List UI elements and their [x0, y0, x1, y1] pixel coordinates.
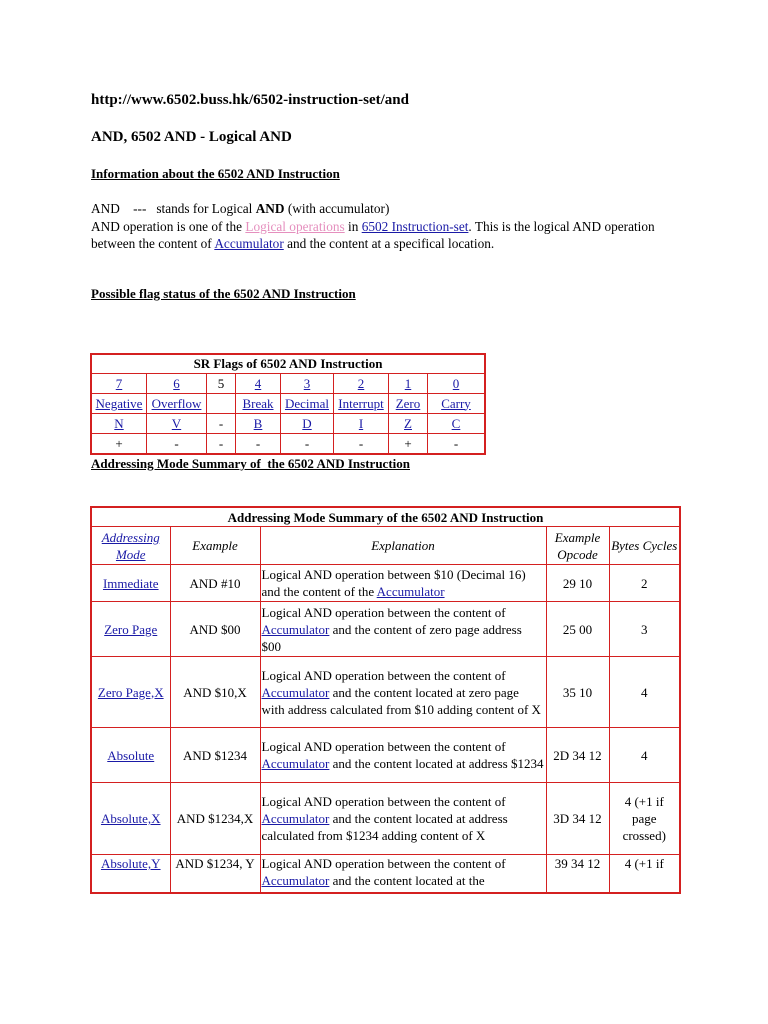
example-cell: AND $1234,X: [170, 783, 260, 855]
intro-text-4: and the content at a specifical location.: [283, 236, 495, 251]
flag-bit-cell[interactable]: [428, 374, 486, 394]
mode-cell[interactable]: [91, 728, 170, 783]
flag-bit-7-link[interactable]: 7: [115, 375, 123, 391]
explanation-cell: [260, 602, 546, 657]
intro-line-2: [91, 218, 681, 253]
flags-bits-row: [91, 374, 485, 394]
bytes-cycles-cell: 4: [609, 657, 680, 728]
mode-header-cell[interactable]: [91, 527, 170, 565]
explanation-text: and the content located at the: [329, 873, 485, 888]
explanation-text: Logical AND operation between the content of: [261, 856, 506, 871]
flag-letter-c-link[interactable]: C: [451, 415, 461, 431]
flags-names-row: [91, 394, 485, 414]
mode-cell[interactable]: [91, 855, 170, 893]
intro-paragraph: [91, 200, 681, 253]
flag-bit-1-link[interactable]: 1: [404, 375, 412, 391]
flags-letters-row: [91, 414, 485, 434]
absolute-y-mode-link[interactable]: Absolute,Y: [100, 856, 161, 871]
explanation-text: Logical AND operation between the content of: [261, 667, 506, 683]
explanation-text: and the content of zero page address $00: [261, 621, 522, 654]
explanation-cell: [260, 728, 546, 783]
flag-bit-cell: 5: [207, 374, 236, 394]
intro-line-1: [91, 200, 681, 218]
table-row: [91, 855, 680, 893]
flags-status-row: [91, 434, 485, 455]
explanation-text: Logical AND operation between the content of: [261, 604, 506, 620]
bytes-cycles-cell: 4 (+1 if: [609, 855, 680, 893]
opcode-cell: 3D 34 12: [546, 783, 609, 855]
flag-letter-cell[interactable]: [147, 414, 207, 434]
instruction-set-link[interactable]: 6502 Instruction-set: [361, 218, 469, 234]
flag-letter-cell[interactable]: [91, 414, 147, 434]
opcode-cell: 2D 34 12: [546, 728, 609, 783]
bytes-cycles-cell: 4 (+1 if page crossed): [609, 783, 680, 855]
immediate-mode-link[interactable]: Immediate: [102, 575, 159, 591]
table-row: [91, 602, 680, 657]
explanation-text: Logical AND operation between the content of: [261, 739, 506, 754]
intro-text-1: AND operation is one of the: [91, 218, 246, 234]
sr-flags-table: [90, 353, 486, 455]
zero-flag-link[interactable]: Zero: [395, 395, 421, 411]
flag-letter-b-link[interactable]: B: [253, 415, 263, 431]
bytes-cycles-cell: 2: [609, 565, 680, 602]
accumulator-link[interactable]: Accumulator: [261, 873, 330, 888]
flag-bit-6-link[interactable]: 6: [173, 375, 180, 391]
table-row: [91, 783, 680, 855]
example-cell: AND #10: [170, 565, 260, 602]
flag-bit-cell[interactable]: [389, 374, 428, 394]
flag-name-cell: [207, 394, 236, 414]
flag-letter-n-link[interactable]: N: [114, 415, 124, 431]
explanation-cell: [260, 565, 546, 602]
flag-letter-cell[interactable]: [334, 414, 389, 434]
flag-letter-z-link[interactable]: Z: [404, 415, 412, 431]
zero-page-x-mode-link[interactable]: Zero Page,X: [97, 684, 164, 700]
page-url: http://www.6502.buss.hk/6502-instruction-set/and: [91, 92, 409, 108]
intro-text-2: in: [344, 218, 362, 234]
accumulator-link[interactable]: Accumulator: [261, 621, 330, 637]
example-cell: AND $1234, Y: [170, 855, 260, 893]
modes-header-row: [91, 527, 680, 565]
flags-heading: Possible flag status of the 6502 AND Instruction: [91, 286, 356, 301]
absolute-x-mode-link[interactable]: Absolute,X: [100, 811, 161, 826]
table-row: [91, 565, 680, 602]
flag-name-cell[interactable]: [147, 394, 207, 414]
opcode-cell: 29 10: [546, 565, 609, 602]
bytes-cycles-cell: 3: [609, 602, 680, 657]
explanation-text: and the content located at zero page with address calculated from $10 adding content of X: [261, 684, 541, 717]
page-title: AND, 6502 AND - Logical AND: [91, 129, 292, 145]
flag-bit-0-link[interactable]: 0: [452, 375, 460, 391]
intro-line1-bold: AND: [255, 201, 285, 216]
mode-cell[interactable]: [91, 783, 170, 855]
flag-name-cell[interactable]: [428, 394, 486, 414]
example-header: Example: [170, 527, 260, 565]
info-heading: Information about the 6502 AND Instruction: [91, 166, 340, 181]
intro-text-3: . This is the logical AND operation between the content of: [91, 218, 655, 251]
flag-name-cell[interactable]: [334, 394, 389, 414]
overflow-flag-link[interactable]: Overflow: [151, 395, 202, 411]
explanation-cell: [260, 855, 546, 893]
bytes-cycles-header: Bytes Cycles: [609, 527, 680, 565]
flag-letter-d-link[interactable]: D: [302, 415, 312, 431]
explanation-text: and the content located at address $1234: [329, 756, 544, 771]
explanation-header: Explanation: [260, 527, 546, 565]
flag-letter-cell[interactable]: [428, 414, 486, 434]
opcode-cell: 35 10: [546, 657, 609, 728]
modes-caption-row: [91, 507, 680, 527]
flag-bit-cell[interactable]: [281, 374, 334, 394]
flags-table-caption: SR Flags of 6502 AND Instruction: [91, 354, 485, 374]
flag-bit-cell[interactable]: [334, 374, 389, 394]
flag-bit-cell[interactable]: [236, 374, 281, 394]
negative-flag-link[interactable]: Negative: [95, 395, 143, 411]
opcode-cell: 39 34 12: [546, 855, 609, 893]
opcode-header: Example Opcode: [546, 527, 609, 565]
flag-status-cell: -: [147, 434, 207, 455]
flag-letter-i-link[interactable]: I: [358, 415, 364, 431]
intro-line1-suffix: (with accumulator): [284, 201, 390, 216]
explanation-text: Logical AND operation between $10 (Decimal 16) and the content of the: [261, 567, 526, 599]
opcode-cell: 25 00: [546, 602, 609, 657]
accumulator-link[interactable]: Accumulator: [376, 584, 445, 599]
accumulator-link[interactable]: Accumulator: [214, 236, 284, 251]
absolute-mode-link[interactable]: Absolute: [107, 747, 155, 763]
intro-line1-prefix: AND --- stands for Logical: [91, 201, 256, 216]
flag-bit-cell[interactable]: [147, 374, 207, 394]
decimal-flag-link[interactable]: Decimal: [284, 395, 330, 411]
flag-status-cell: -: [207, 434, 236, 455]
addressing-heading: Addressing Mode Summary of the 6502 AND Instruction: [91, 456, 410, 471]
flag-name-cell[interactable]: [91, 394, 147, 414]
example-cell: AND $1234: [170, 728, 260, 783]
addressing-mode-link[interactable]: Addressing Mode: [101, 529, 160, 562]
flag-name-cell[interactable]: [236, 394, 281, 414]
flag-name-cell[interactable]: [389, 394, 428, 414]
bytes-cycles-cell: 4: [609, 728, 680, 783]
flag-bit-3-link[interactable]: 3: [303, 375, 311, 391]
interrupt-flag-link[interactable]: Interrupt: [338, 395, 384, 411]
table-row: [91, 728, 680, 783]
flag-status-cell: +: [91, 434, 147, 455]
accumulator-link[interactable]: Accumulator: [261, 684, 330, 700]
carry-flag-link[interactable]: Carry: [441, 395, 471, 411]
addressing-mode-table: [90, 506, 681, 894]
flag-letter-cell[interactable]: [389, 414, 428, 434]
accumulator-link[interactable]: Accumulator: [261, 811, 330, 826]
explanation-cell: [260, 657, 546, 728]
flag-bit-cell[interactable]: [91, 374, 147, 394]
explanation-text: Logical AND operation between the content of: [261, 794, 506, 809]
flag-name-cell[interactable]: [281, 394, 334, 414]
flag-status-cell: -: [236, 434, 281, 455]
mode-cell[interactable]: [91, 602, 170, 657]
mode-cell[interactable]: [91, 565, 170, 602]
flag-letter-cell[interactable]: [281, 414, 334, 434]
flag-bit-2-link[interactable]: 2: [357, 375, 365, 391]
flag-status-cell: -: [428, 434, 486, 455]
zero-page-mode-link[interactable]: Zero Page: [104, 621, 158, 637]
flags-caption-row: [91, 354, 485, 374]
mode-cell[interactable]: [91, 657, 170, 728]
flag-status-cell: +: [389, 434, 428, 455]
example-cell: AND $00: [170, 602, 260, 657]
flag-status-cell: -: [281, 434, 334, 455]
break-flag-link[interactable]: Break: [242, 395, 274, 411]
flag-bit-4-link[interactable]: 4: [254, 375, 262, 391]
flag-letter-cell: -: [207, 414, 236, 434]
explanation-cell: [260, 783, 546, 855]
explanation-text: and the content located at address calculated from $1234 adding content of X: [261, 811, 508, 843]
flag-letter-cell[interactable]: [236, 414, 281, 434]
modes-table-caption: Addressing Mode Summary of the 6502 AND Instruction: [91, 507, 680, 527]
accumulator-link[interactable]: Accumulator: [261, 756, 330, 771]
example-cell: AND $10,X: [170, 657, 260, 728]
flag-letter-v-link[interactable]: V: [171, 415, 182, 431]
logical-operations-link[interactable]: Logical operations: [245, 218, 345, 234]
flag-status-cell: -: [334, 434, 389, 455]
table-row: [91, 657, 680, 728]
